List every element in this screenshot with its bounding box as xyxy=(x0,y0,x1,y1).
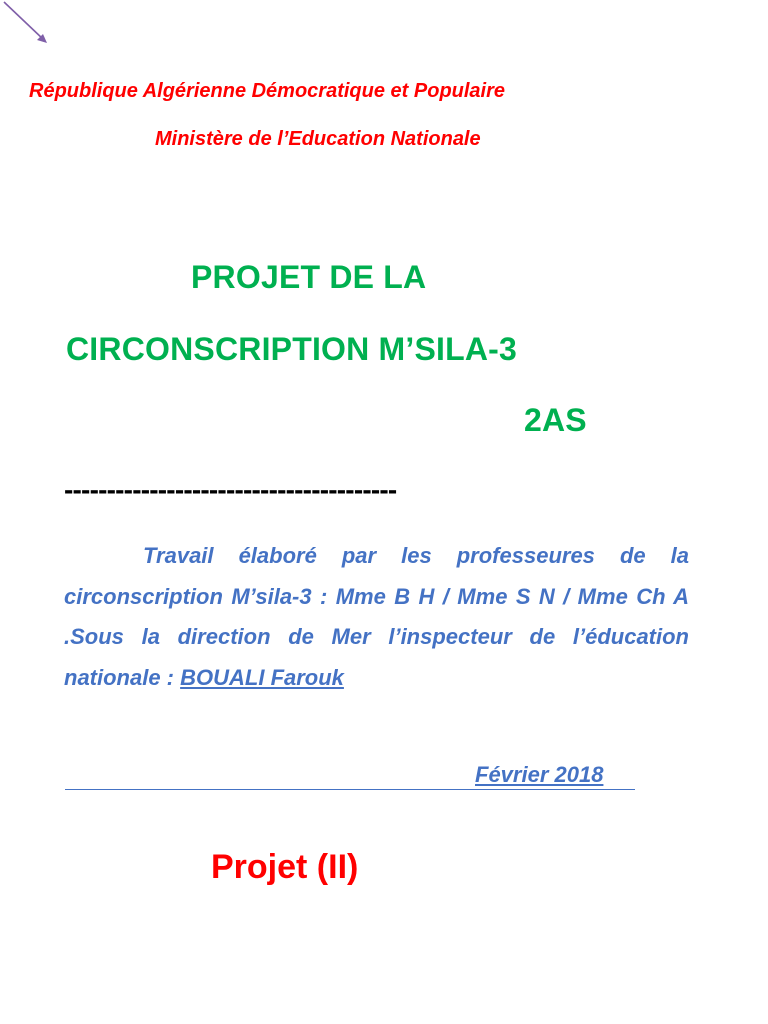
arrow-icon xyxy=(0,0,60,50)
document-date: Février 2018 xyxy=(475,762,604,787)
title-level: 2AS xyxy=(524,402,587,438)
project-label: Projet (II) xyxy=(211,848,359,886)
ministry-heading: Ministère de l’Education Nationale xyxy=(155,128,481,150)
credits-text: Travail élaboré par les professeures de la circonscription M’sila-3 : Mme B H / Mme S N / Mme Ch A .Sous la direction de Mer l’inspecteur de l’éducation nationale : xyxy=(64,543,689,690)
title-line-2: CIRCONSCRIPTION M’SILA-3 xyxy=(66,331,518,367)
title-line-1: PROJET DE LA xyxy=(191,259,427,295)
separator-dashes: --------------------------------------- xyxy=(64,474,397,505)
republic-heading: République Algérienne Démocratique et Populaire xyxy=(29,80,506,102)
inspector-name: BOUALI Farouk xyxy=(180,664,344,690)
date-underline-rule xyxy=(65,789,635,790)
credits-paragraph xyxy=(64,536,689,698)
